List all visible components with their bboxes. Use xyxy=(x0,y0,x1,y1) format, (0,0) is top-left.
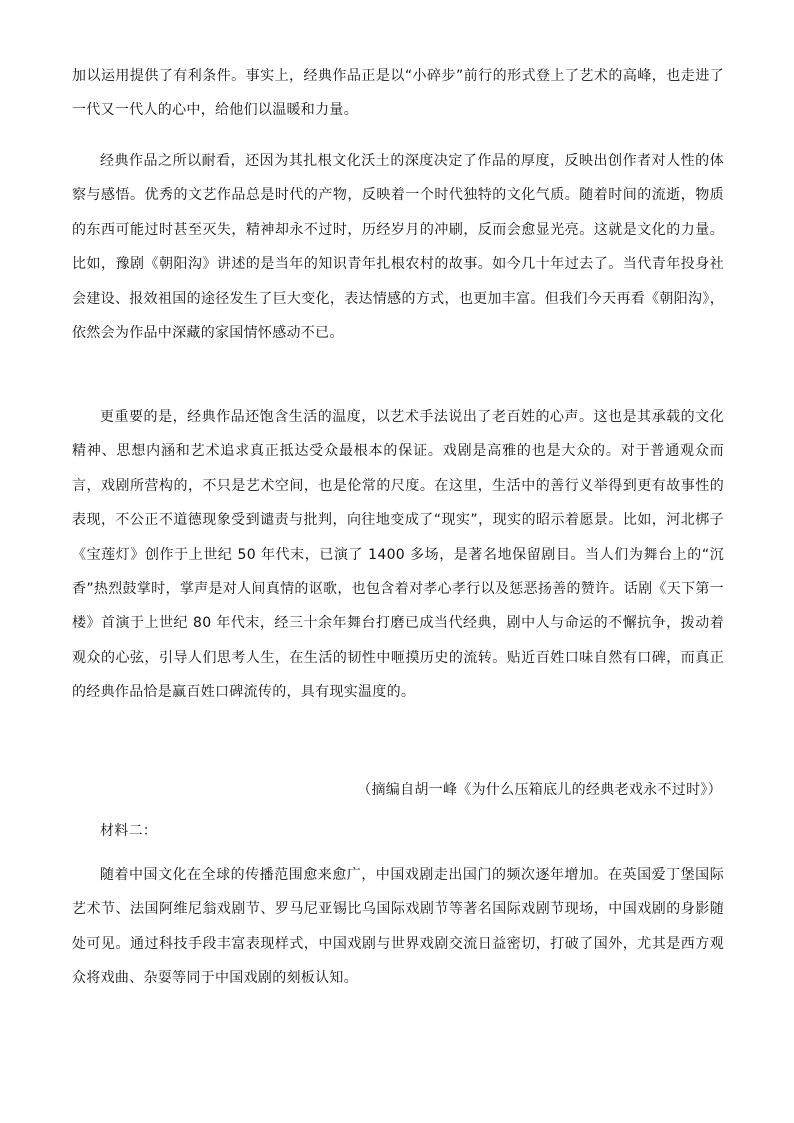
paragraph-3: 更重要的是，经典作品还饱含生活的温度，以艺术手法说出了老百姓的心声。这也是其承载的文化精神、思想内涵和艺术追求真正抵达受众最根本的保证。戏剧是高雅的也是大众的。对于普通观众而言，戏剧所营构的，不只是艺术空间，也是伦常的尺度。在这里，生活中的善行义举得到更有故事性的表现，不公正不道德现象受到谴责与批判，向往地变成了“现实”，现实的昭示着愿景。比如，河北梆子《宝莲灯》创作于上世纪 50 年代末，已演了 1400 多场，是著名地保留剧目。当人们为舞台上的“沉香”热烈鼓掌时，掌声是对人间真情的讴歌，也包含着对孝心孝行以及惩恶扬善的赞许。话剧《天下第一楼》首演于上世纪 80 年代末，经三十余年舞台打磨已成当代经典，剧中人与命运的不懈抗争，拨动着观众的心弦，引导人们思考人生，在生活的韧性中咂摸历史的流转。贴近百姓口味自然有口碑，而真正的经典作品恰是赢百姓口碑流传的，具有现实温度的。 xyxy=(72,409,724,701)
material-two-paragraph: 随着中国文化在全球的传播范围愈来愈广，中国戏剧走出国门的频次逐年增加。在英国爱丁堡国际艺术节、法国阿维尼翁戏剧节、罗马尼亚锡比乌国际戏剧节等著名国际戏剧节现场，中国戏剧的身影随处可见。通过科技手段丰富表现样式，中国戏剧与世界戏剧交流日益密切，打破了国外，尤其是西方观众将戏曲、杂耍等同于中国戏剧的刻板认知。 xyxy=(72,867,724,987)
material-two-heading: 材料二： xyxy=(100,823,158,839)
paragraph-2: 经典作品之所以耐看，还因为其扎根文化沃土的深度决定了作品的厚度，反映出创作者对人性的体察与感悟。优秀的文艺作品总是时代的产物，反映着一个时代独特的文化气质。随着时间的流逝，物质的东西可能过时甚至灭失，精神却永不过时，历经岁月的冲刷，反而会愈显光亮。这就是文化的力量。比如，豫剧《朝阳沟》讲述的是当年的知识青年扎根农村的故事。如今几十年过去了。当代青年投身社会建设、报效祖国的途径发生了巨大变化，表达情感的方式，也更加丰富。但我们今天再看《朝阳沟》，依然会为作品中深藏的家国情怀感动不已。 xyxy=(72,153,724,342)
paragraph-1: 加以运用提供了有利条件。事实上，经典作品正是以“小碎步”前行的形式登上了艺术的高峰，也走进了一代又一代人的心中，给他们以温暖和力量。 xyxy=(72,68,724,119)
source-citation: （摘编自胡一峰《为什么压箱底儿的经典老戏永不过时》） xyxy=(357,782,722,798)
